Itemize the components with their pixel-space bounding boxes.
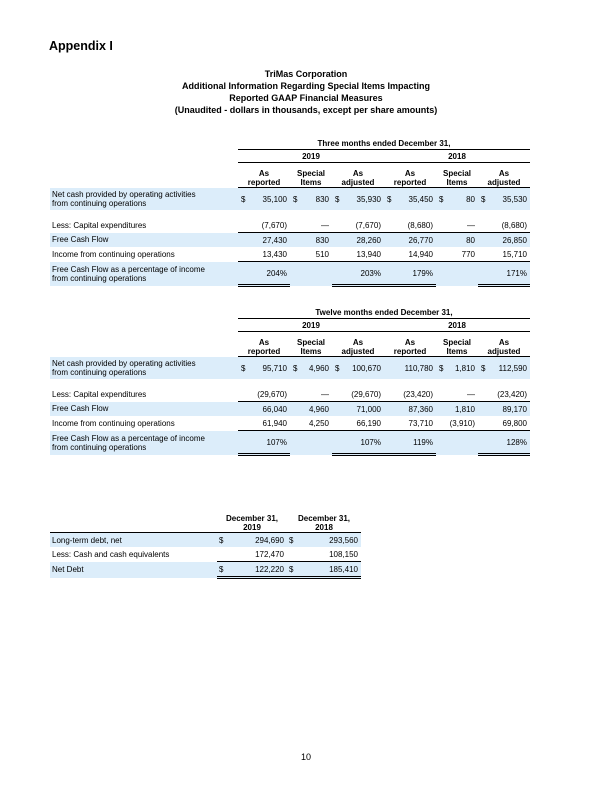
table-row — [50, 416, 530, 431]
cell-value: (23,420) — [396, 387, 436, 402]
currency-sign: $ — [293, 363, 298, 373]
cell-value: (29,670) — [250, 387, 290, 402]
cell-value: 35,530 — [502, 194, 527, 204]
cell-value: (8,680) — [490, 218, 530, 233]
cell-value: 80 — [466, 235, 475, 245]
twelve-months-table — [50, 306, 530, 456]
cell-value: 80 — [466, 194, 475, 204]
cell-value: 107% — [344, 431, 384, 455]
cell-value: 28,260 — [356, 235, 381, 245]
company-name: TriMas Corporation — [264, 69, 348, 79]
cell-value: 204% — [250, 262, 290, 286]
report-title: Additional Information Regarding Special Items Impacting — [181, 81, 431, 91]
cell-value: (23,420) — [490, 387, 530, 402]
cell-value: 4,960 — [308, 404, 329, 414]
col-special-items-2018: Special Items — [436, 332, 478, 357]
cell-value: 73,710 — [396, 416, 436, 431]
table-row — [50, 262, 530, 286]
currency-sign: $ — [481, 194, 486, 204]
cell-value: 185,410 — [297, 562, 361, 578]
year-2019-header: 2019 — [238, 319, 384, 332]
cell-value: 4,250 — [302, 416, 332, 431]
page-number: 10 — [300, 752, 311, 762]
cell-value: 112,590 — [498, 363, 527, 373]
cell-value: (7,670) — [250, 218, 290, 233]
cell-value: 13,430 — [250, 247, 290, 262]
cell-value: 294,690 — [227, 533, 287, 548]
currency-sign: $ — [287, 533, 297, 548]
row-label: Net Debt — [52, 565, 84, 574]
col-as-adjusted-2019: As adjusted — [332, 163, 384, 188]
col-as-adjusted-2019: As adjusted — [332, 332, 384, 357]
row-label: Free Cash Flow as a percentage of income from continuing operations — [52, 264, 205, 283]
cell-value: 179% — [396, 262, 436, 286]
row-label: Less: Cash and cash equivalents — [52, 549, 170, 559]
cell-value: 1,810 — [454, 404, 475, 414]
cell-value: — — [302, 218, 332, 233]
col-as-adjusted-2018: As adjusted — [478, 332, 530, 357]
cell-value: 26,770 — [408, 235, 433, 245]
report-units-note: (Unaudited - dollars in thousands, except per share amounts) — [174, 105, 438, 115]
net-debt-table — [50, 512, 361, 579]
cell-value: 13,940 — [344, 247, 384, 262]
cell-value: (7,670) — [344, 218, 384, 233]
cell-value: 110,780 — [404, 363, 433, 373]
cell-value: (29,670) — [344, 387, 384, 402]
cell-value: 89,170 — [502, 404, 527, 414]
col-special-items-2018: Special Items — [436, 163, 478, 188]
cell-value: — — [302, 387, 332, 402]
cell-value: 26,850 — [502, 235, 527, 245]
year-2019-header: 2019 — [238, 150, 384, 163]
cell-value: 69,800 — [490, 416, 530, 431]
col-special-items-2019: Special Items — [290, 163, 332, 188]
table-row — [50, 533, 361, 548]
table-row — [50, 233, 530, 248]
cell-value: — — [448, 387, 478, 402]
cell-value: 71,000 — [356, 404, 381, 414]
year-2018-header: 2018 — [384, 150, 530, 163]
cell-value: 107% — [250, 431, 290, 455]
row-label: Net cash provided by operating activities from continuing operations — [52, 358, 196, 377]
cell-value — [302, 431, 332, 455]
cell-value: 27,430 — [262, 235, 287, 245]
col-special-items-2019: Special Items — [290, 332, 332, 357]
col-as-adjusted-2018: As adjusted — [478, 163, 530, 188]
table-row — [50, 562, 361, 578]
currency-sign: $ — [217, 562, 227, 578]
report-subtitle: Reported GAAP Financial Measures — [229, 93, 383, 103]
row-label: Less: Capital expenditures — [52, 220, 147, 230]
cell-value: 14,940 — [396, 247, 436, 262]
cell-value: — — [448, 218, 478, 233]
table-row — [50, 387, 530, 402]
col-december-2019: December 31, 2019 — [225, 514, 279, 532]
cell-value: 770 — [448, 247, 478, 262]
table-row — [50, 247, 530, 262]
appendix-title: Appendix I — [49, 39, 113, 53]
col-as-reported-2018: As reported — [384, 332, 436, 357]
row-label: Free Cash Flow — [52, 235, 109, 245]
currency-sign: $ — [481, 363, 486, 373]
cell-value: (8,680) — [396, 218, 436, 233]
cell-value: 172,470 — [227, 547, 287, 562]
row-label: Free Cash Flow as a percentage of income from continuing operations — [52, 433, 205, 452]
cell-value — [302, 262, 332, 286]
table-row — [50, 188, 530, 211]
row-label: Net cash provided by operating activities from continuing operations — [52, 189, 196, 208]
cell-value: 510 — [302, 247, 332, 262]
row-label: Free Cash Flow — [52, 404, 109, 414]
table-row — [50, 547, 361, 562]
col-as-reported-2019: As reported — [238, 332, 290, 357]
col-as-reported-2019: As reported — [238, 163, 290, 188]
cell-value: 35,100 — [262, 194, 287, 204]
cell-value: 87,360 — [408, 404, 433, 414]
col-as-reported-2018: As reported — [384, 163, 436, 188]
table-row — [50, 402, 530, 417]
cell-value: 108,150 — [297, 547, 361, 562]
period-header: Three months ended December 31, — [238, 137, 530, 150]
cell-value: 15,710 — [490, 247, 530, 262]
col-december-2018: December 31, 2018 — [297, 514, 351, 532]
cell-value: (3,910) — [448, 416, 478, 431]
row-label: Income from continuing operations — [52, 418, 175, 428]
period-header: Twelve months ended December 31, — [238, 306, 530, 319]
cell-value: 171% — [490, 262, 530, 286]
cell-value: 100,670 — [352, 363, 381, 373]
table-row — [50, 357, 530, 380]
cell-value: 293,560 — [297, 533, 361, 548]
cell-value: 35,450 — [408, 194, 433, 204]
cell-value: 1,810 — [454, 363, 475, 373]
currency-sign: $ — [335, 194, 340, 204]
cell-value: 95,710 — [262, 363, 287, 373]
currency-sign: $ — [439, 363, 444, 373]
cell-value — [448, 262, 478, 286]
cell-value: 61,940 — [250, 416, 290, 431]
table-row — [50, 431, 530, 455]
row-label: Long-term debt, net — [50, 533, 217, 548]
year-2018-header: 2018 — [384, 319, 530, 332]
currency-sign: $ — [217, 533, 227, 548]
three-months-table — [50, 137, 530, 287]
currency-sign: $ — [241, 363, 246, 373]
cell-value: 203% — [344, 262, 384, 286]
cell-value: 35,930 — [356, 194, 381, 204]
cell-value: 122,220 — [227, 562, 287, 578]
currency-sign: $ — [387, 194, 392, 204]
cell-value: 128% — [490, 431, 530, 455]
currency-sign: $ — [293, 194, 298, 204]
cell-value — [448, 431, 478, 455]
cell-value: 830 — [315, 235, 329, 245]
table-row — [50, 218, 530, 233]
currency-sign: $ — [241, 194, 246, 204]
cell-value: 66,040 — [262, 404, 287, 414]
currency-sign: $ — [439, 194, 444, 204]
cell-value: 830 — [315, 194, 329, 204]
cell-value: 4,960 — [308, 363, 329, 373]
currency-sign: $ — [335, 363, 340, 373]
currency-sign: $ — [287, 562, 297, 578]
row-label: Income from continuing operations — [52, 249, 175, 259]
cell-value: 119% — [396, 431, 436, 455]
row-label: Less: Capital expenditures — [52, 389, 147, 399]
cell-value: 66,190 — [344, 416, 384, 431]
